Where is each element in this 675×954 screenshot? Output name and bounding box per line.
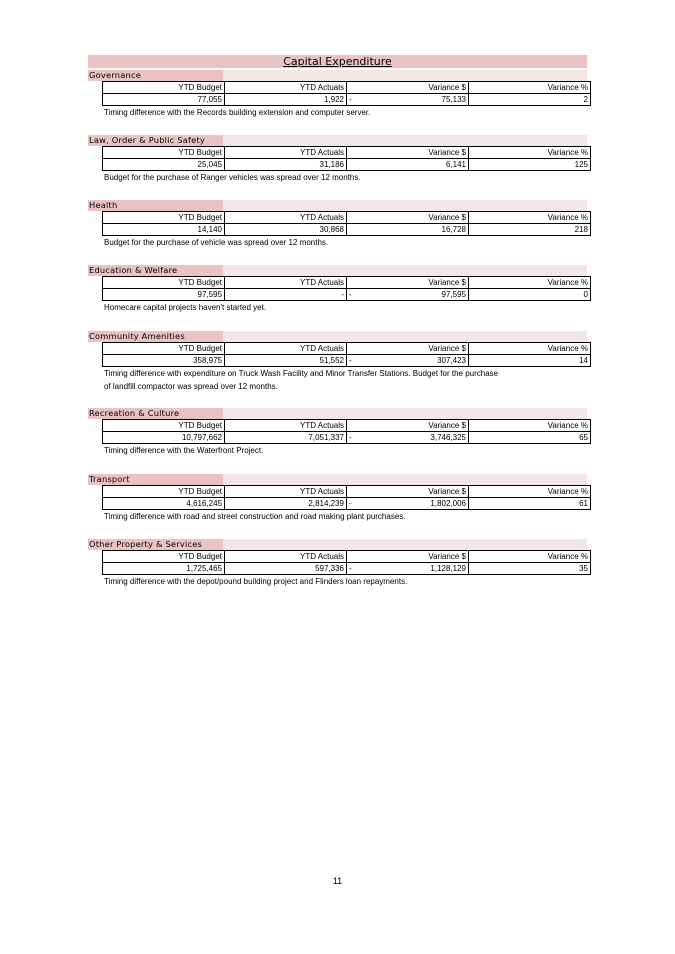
col-ytd-actuals: YTD Actuals (225, 277, 347, 289)
section-note: Budget for the purchase of vehicle was spread over 12 months. (104, 238, 329, 247)
section-note: Budget for the purchase of Ranger vehicles was spread over 12 months. (104, 173, 361, 182)
actuals-value: 31,186 (225, 159, 347, 171)
budget-value: 77,055 (103, 94, 225, 106)
value-row (103, 498, 591, 510)
figures-table (102, 419, 591, 444)
section-header (88, 539, 587, 550)
section-note: of landfill compactor was spread over 12 months. (104, 382, 278, 391)
section-education (88, 265, 587, 314)
col-ytd-actuals: YTD Actuals (225, 343, 347, 355)
value-row (103, 432, 591, 444)
figures-table (102, 342, 591, 367)
col-ytd-actuals: YTD Actuals (225, 420, 347, 432)
col-variance-pct: Variance % (469, 420, 591, 432)
variance-pct-value: 14 (469, 355, 591, 367)
col-variance-pct: Variance % (469, 212, 591, 224)
variance-value: 16,728 (347, 224, 469, 236)
section-header (88, 331, 587, 342)
figures-table (102, 550, 591, 575)
header-row (103, 82, 591, 94)
variance-value: - 1,128,129 (347, 563, 469, 575)
col-ytd-budget: YTD Budget (103, 82, 225, 94)
variance-value: - 1,802,006 (347, 498, 469, 510)
section-label: Community Amenities (88, 331, 223, 342)
variance-pct-value: 125 (469, 159, 591, 171)
section-recreation (88, 408, 587, 457)
variance-pct-value: 0 (469, 289, 591, 301)
budget-value: 97,595 (103, 289, 225, 301)
variance-sign: - (349, 499, 352, 508)
value-row (103, 224, 591, 236)
section-note: Timing difference with the depot/pound building project and Flinders loan repayments. (104, 577, 408, 586)
budget-value: 4,616,245 (103, 498, 225, 510)
section-header (88, 135, 587, 146)
col-ytd-actuals: YTD Actuals (225, 147, 347, 159)
col-variance-dollar: Variance $ (347, 551, 469, 563)
variance-pct-value: 218 (469, 224, 591, 236)
col-variance-pct: Variance % (469, 277, 591, 289)
value-row (103, 355, 591, 367)
section-label: Transport (88, 474, 223, 485)
figures-table (102, 485, 591, 510)
section-header (88, 408, 587, 419)
variance-sign: - (349, 564, 352, 573)
col-variance-dollar: Variance $ (347, 486, 469, 498)
figures-table (102, 211, 591, 236)
header-row (103, 212, 591, 224)
col-variance-dollar: Variance $ (347, 147, 469, 159)
section-note: Homecare capital projects haven't started yet. (104, 303, 267, 312)
col-ytd-budget: YTD Budget (103, 343, 225, 355)
section-health (88, 200, 587, 249)
actuals-value: 51,552 (225, 355, 347, 367)
col-variance-dollar: Variance $ (347, 420, 469, 432)
section-header (88, 474, 587, 485)
figures-table (102, 81, 591, 106)
variance-sign: - (349, 356, 352, 365)
col-variance-pct: Variance % (469, 551, 591, 563)
col-ytd-actuals: YTD Actuals (225, 82, 347, 94)
variance-pct-value: 61 (469, 498, 591, 510)
variance-value: 6,141 (347, 159, 469, 171)
value-row (103, 159, 591, 171)
budget-value: 10,797,662 (103, 432, 225, 444)
actuals-value: 7,051,337 (225, 432, 347, 444)
variance-pct-value: 2 (469, 94, 591, 106)
variance-pct-value: 65 (469, 432, 591, 444)
header-row (103, 147, 591, 159)
header-row (103, 486, 591, 498)
variance-value: - 75,133 (347, 94, 469, 106)
header-row (103, 343, 591, 355)
variance-value: - 307,423 (347, 355, 469, 367)
col-variance-dollar: Variance $ (347, 82, 469, 94)
section-label: Governance (88, 70, 223, 81)
figures-table (102, 146, 591, 171)
section-other-property (88, 539, 587, 588)
section-note: Timing difference with road and street construction and road making plant purchases. (104, 512, 406, 521)
figures-table (102, 276, 591, 301)
value-row (103, 289, 591, 301)
section-governance (88, 70, 587, 119)
actuals-value: 2,814,239 (225, 498, 347, 510)
budget-value: 358,975 (103, 355, 225, 367)
variance-sign: - (349, 433, 352, 442)
variance-value: - 97,595 (347, 289, 469, 301)
budget-value: 1,725,465 (103, 563, 225, 575)
actuals-value: 30,868 (225, 224, 347, 236)
section-note: Timing difference with the Records building extension and computer server. (104, 108, 371, 117)
variance-sign: - (349, 95, 352, 104)
section-label: Law, Order & Public Safety (88, 135, 223, 146)
section-label: Other Property & Services (88, 539, 223, 550)
variance-value: - 3,746,325 (347, 432, 469, 444)
section-community (88, 331, 587, 393)
col-ytd-budget: YTD Budget (103, 212, 225, 224)
page-number: 11 (332, 876, 343, 886)
variance-sign: - (349, 290, 352, 299)
header-row (103, 551, 591, 563)
col-ytd-budget: YTD Budget (103, 277, 225, 289)
col-variance-dollar: Variance $ (347, 277, 469, 289)
col-ytd-actuals: YTD Actuals (225, 486, 347, 498)
section-label: Recreation & Culture (88, 408, 223, 419)
actuals-value: 1,922 (225, 94, 347, 106)
section-transport (88, 474, 587, 523)
page-title: Capital Expenditure (283, 55, 392, 68)
section-header (88, 265, 587, 276)
col-variance-dollar: Variance $ (347, 343, 469, 355)
section-header (88, 70, 587, 81)
section-header (88, 200, 587, 211)
actuals-value: - (225, 289, 347, 301)
col-variance-dollar: Variance $ (347, 212, 469, 224)
col-ytd-budget: YTD Budget (103, 420, 225, 432)
col-variance-pct: Variance % (469, 486, 591, 498)
section-note: Timing difference with expenditure on Truck Wash Facility and Minor Transfer Stations. Budget for the purchase (104, 369, 499, 378)
col-variance-pct: Variance % (469, 343, 591, 355)
col-ytd-budget: YTD Budget (103, 147, 225, 159)
value-row (103, 94, 591, 106)
col-ytd-budget: YTD Budget (103, 486, 225, 498)
section-label: Health (88, 200, 223, 211)
variance-pct-value: 35 (469, 563, 591, 575)
header-row (103, 420, 591, 432)
budget-value: 25,045 (103, 159, 225, 171)
col-ytd-budget: YTD Budget (103, 551, 225, 563)
value-row (103, 563, 591, 575)
section-label: Education & Welfare (88, 265, 223, 276)
budget-value: 14,140 (103, 224, 225, 236)
col-ytd-actuals: YTD Actuals (225, 551, 347, 563)
col-ytd-actuals: YTD Actuals (225, 212, 347, 224)
col-variance-pct: Variance % (469, 147, 591, 159)
col-variance-pct: Variance % (469, 82, 591, 94)
section-law-order (88, 135, 587, 184)
header-row (103, 277, 591, 289)
section-note: Timing difference with the Waterfront Project. (104, 446, 264, 455)
actuals-value: 597,336 (225, 563, 347, 575)
